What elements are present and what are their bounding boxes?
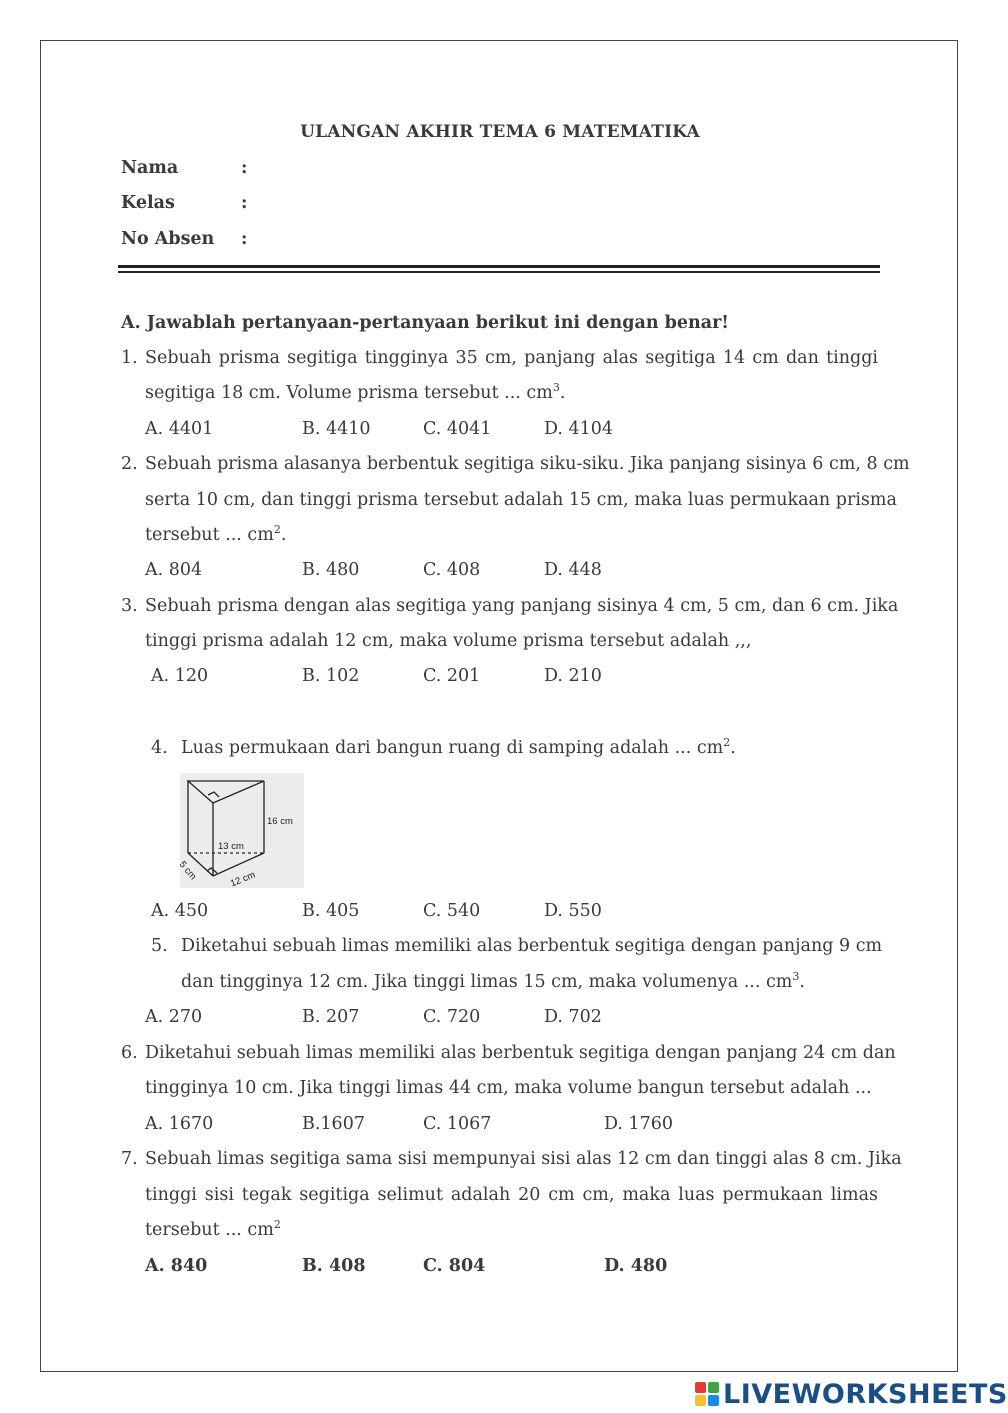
option-c[interactable]: C. 4041: [423, 419, 492, 439]
field-absen-label: No Absen: [121, 229, 215, 249]
section-heading: A. Jawablah pertanyaan-pertanyaan berikut ini dengan benar!: [121, 313, 729, 333]
question-line: Sebuah limas segitiga sama sisi mempunyai sisi alas 12 cm dan tinggi alas 8 cm. Jika: [145, 1149, 902, 1169]
question-number: 5.: [151, 936, 168, 956]
option-a[interactable]: A. 120: [151, 666, 209, 686]
field-absen-colon: :: [241, 229, 248, 249]
option-c[interactable]: C. 408: [423, 560, 481, 580]
option-a[interactable]: A. 804: [145, 560, 203, 580]
prism-top-face: [188, 781, 264, 803]
option-c[interactable]: C. 540: [423, 901, 481, 921]
option-c[interactable]: C. 1067: [423, 1114, 492, 1134]
option-b[interactable]: B. 408: [302, 1256, 366, 1276]
option-d[interactable]: D. 4104: [544, 419, 614, 439]
label-base-length: 12 cm: [228, 869, 257, 890]
option-d[interactable]: D. 480: [604, 1256, 668, 1276]
option-d[interactable]: D. 550: [544, 901, 602, 921]
double-rule-top: [118, 265, 880, 268]
question-line: tersebut ... $cm^2$: [145, 1218, 281, 1240]
question-number: 3.: [121, 596, 138, 616]
option-d[interactable]: D. 210: [544, 666, 602, 686]
option-d[interactable]: D. 448: [544, 560, 602, 580]
question-number: 1.: [121, 348, 138, 368]
question-line: Luas permukaan dari bangun ruang di samping adalah ... $cm^2$.: [181, 736, 736, 758]
unit-exponent: 2: [723, 736, 731, 750]
option-b[interactable]: B. 4410: [302, 419, 371, 439]
field-kelas-label: Kelas: [121, 193, 175, 213]
question-line: tingginya 10 cm. Jika tinggi limas 44 cm, maka volume bangun tersebut adalah ...: [145, 1078, 872, 1098]
liveworksheets-icon: [695, 1382, 719, 1406]
option-b[interactable]: B. 102: [302, 666, 360, 686]
option-c[interactable]: C. 804: [423, 1256, 486, 1276]
field-kelas-colon: :: [241, 193, 248, 213]
unit-exponent: 2: [273, 1218, 281, 1232]
question-line: Diketahui sebuah limas memiliki alas berbentuk segitiga dengan panjang 9 cm: [181, 936, 883, 956]
unit-exponent: 3: [792, 970, 800, 984]
question-line: Sebuah prisma dengan alas segitiga yang panjang sisinya 4 cm, 5 cm, dan 6 cm. Jika: [145, 596, 899, 616]
option-b[interactable]: B. 480: [302, 560, 360, 580]
label-top-length: 13 cm: [218, 841, 244, 852]
question-line: Sebuah prisma segitiga tingginya 35 cm, panjang alas segitiga 14 cm dan tinggi: [145, 348, 878, 368]
option-b[interactable]: B.1607: [302, 1114, 365, 1134]
prism-base-front: [213, 853, 264, 876]
option-c[interactable]: C. 720: [423, 1007, 481, 1027]
question-line: segitiga 18 cm. Volume prisma tersebut ... $cm^3$.: [145, 381, 566, 403]
option-a[interactable]: A. 840: [145, 1256, 208, 1276]
field-nama-colon: :: [241, 158, 248, 178]
question-number: 2.: [121, 454, 138, 474]
unit-exponent: 2: [273, 523, 281, 537]
unit-exponent: 3: [552, 381, 560, 395]
option-a[interactable]: A. 4401: [145, 419, 214, 439]
label-height: 16 cm: [267, 816, 293, 827]
option-d[interactable]: D. 1760: [604, 1114, 674, 1134]
question-line: Diketahui sebuah limas memiliki alas berbentuk segitiga dengan panjang 24 cm dan: [145, 1043, 896, 1063]
triangular-prism-diagram: [176, 773, 304, 890]
label-side-length: 5 cm: [176, 859, 199, 883]
question-number: 4.: [151, 738, 168, 758]
option-a[interactable]: A. 1670: [145, 1114, 214, 1134]
option-a[interactable]: A. 270: [145, 1007, 203, 1027]
page-title: ULANGAN AKHIR TEMA 6 MATEMATIKA: [300, 122, 700, 142]
right-angle-mark: [208, 792, 219, 797]
question-line: Sebuah prisma alasanya berbentuk segitiga siku-siku. Jika panjang sisinya 6 cm, 8 cm: [145, 454, 910, 474]
question-line: tersebut ... $cm^2$.: [145, 523, 287, 545]
liveworksheets-logo: [695, 1378, 1008, 1410]
question-line: serta 10 cm, dan tinggi prisma tersebut adalah 15 cm, maka luas permukaan prisma: [145, 490, 897, 510]
double-rule-bottom: [118, 271, 880, 273]
option-c[interactable]: C. 201: [423, 666, 481, 686]
prism-figure: [176, 773, 304, 890]
question-line: tinggi sisi tegak segitiga selimut adalah 20 cm cm, maka luas permukaan limas: [145, 1185, 878, 1205]
option-d[interactable]: D. 702: [544, 1007, 602, 1027]
question-number: 7.: [121, 1149, 138, 1169]
field-nama-label: Nama: [121, 158, 179, 178]
option-b[interactable]: B. 207: [302, 1007, 360, 1027]
watermark-text: LIVEWORKSHEETS: [723, 1378, 1008, 1410]
option-b[interactable]: B. 405: [302, 901, 360, 921]
question-number: 6.: [121, 1043, 138, 1063]
question-line: dan tingginya 12 cm. Jika tinggi limas 15 cm, maka volumenya ... $cm^3$.: [181, 970, 805, 992]
question-line: tinggi prisma adalah 12 cm, maka volume prisma tersebut adalah ,,,: [145, 631, 752, 651]
option-a[interactable]: A. 450: [151, 901, 209, 921]
